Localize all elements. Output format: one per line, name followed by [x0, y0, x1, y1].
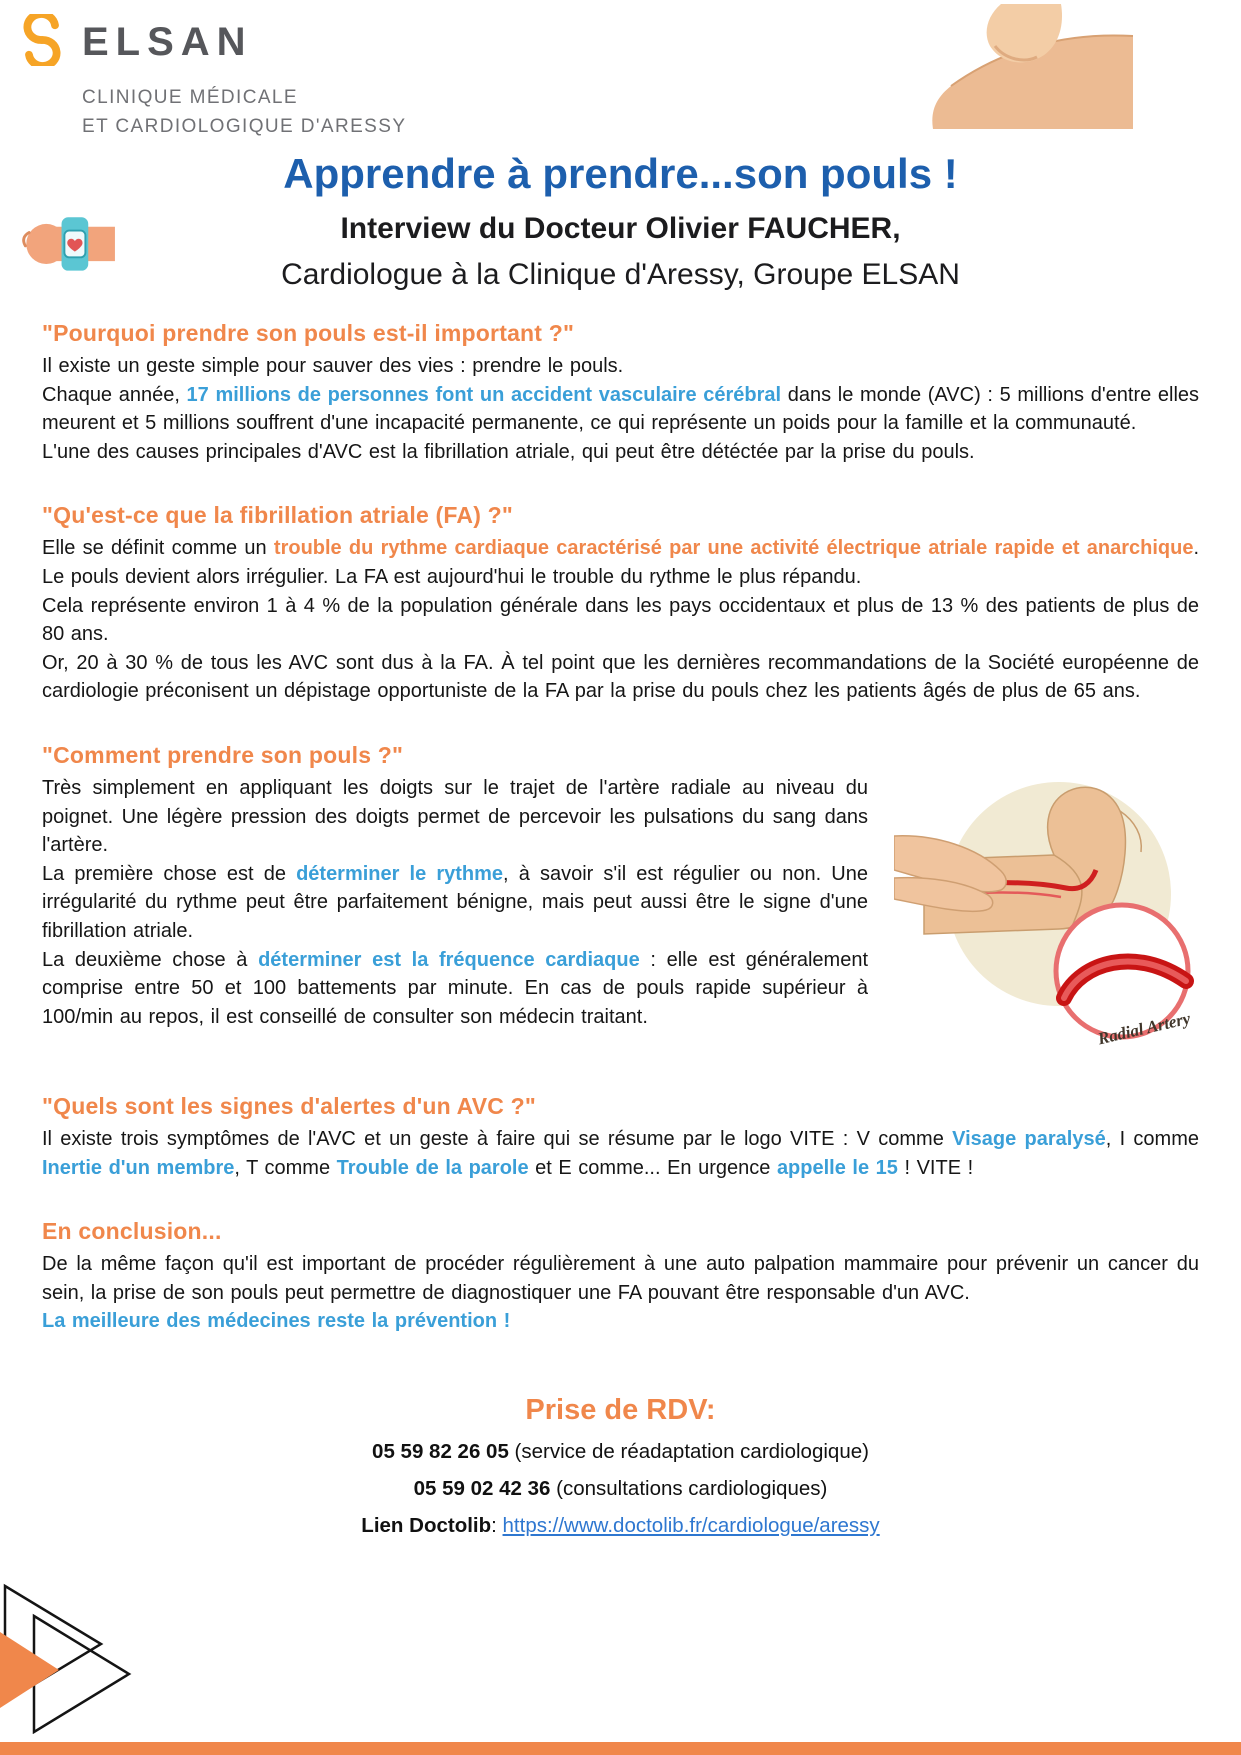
text-segment: (consultations cardiologiques): [550, 1476, 828, 1500]
text-segment: De la même façon qu'il est important de procéder régulièrement à une auto palpation mammaire pour prévenir un cancer du sein, la prise de son pouls peut permettre de diagnostiquer une FA pouvant être responsable d'un AVC.: [42, 1253, 1199, 1304]
triangles-graphic: [0, 1582, 135, 1734]
section-comment: [42, 742, 1199, 1057]
section-heading: "Pourquoi prendre son pouls est-il important ?": [42, 320, 575, 346]
text-segment: déterminer est la fréquence cardiaque: [258, 948, 640, 971]
clinic-line1: CLINIQUE MÉDICALE: [82, 87, 298, 108]
text-segment: Chaque année,: [42, 383, 187, 406]
text-segment: et E comme... En urgence: [528, 1156, 777, 1179]
subtitle-interview: Interview du Docteur Olivier FAUCHER,: [340, 212, 901, 245]
text-segment: Très simplement en appliquant les doigts sur le trajet de l'artère radiale au niveau du poignet. Une légère pression des doigts permet de percevoir les pulsations du sang dans l'artère.: [42, 776, 868, 857]
text-segment: . Le pouls devient alors irrégulier. La FA est aujourd'hui le trouble du rythme le plus répandu.: [42, 537, 1200, 588]
text-segment: 05 59 82 26 05: [372, 1439, 509, 1463]
header: [0, 0, 1241, 138]
text-segment: , à savoir s'il est régulier ou non. Une irrégularité du rythme peut être parfaitement bénigne, mais peut aussi être le signe d'une fibrillation atriale.: [42, 862, 868, 942]
phone-line-consultations: [42, 1477, 1199, 1501]
text-segment: , T comme: [234, 1156, 337, 1179]
text-segment: La deuxième chose à: [42, 948, 259, 971]
section-signes-avc: [42, 1093, 1199, 1182]
brand-name: ELSAN: [82, 20, 253, 64]
paragraph: [42, 649, 1199, 706]
bottom-accent-bar: [0, 1742, 1241, 1755]
text-segment: (service de réadaptation cardiologique): [508, 1439, 869, 1463]
paragraph: [42, 592, 1199, 649]
clinic-line2: ET CARDIOLOGIQUE D'ARESSY: [82, 116, 407, 138]
section-heading: "Comment prendre son pouls ?": [42, 741, 404, 768]
paragraph: [42, 1307, 1199, 1336]
footer: [42, 1394, 1199, 1538]
text-segment: déterminer le rythme: [296, 862, 504, 885]
text-segment: Elle se définit comme un: [42, 537, 274, 560]
text-segment: , I comme: [1105, 1127, 1199, 1150]
text-segment: trouble du rythme cardiaque caractérisé par une activité électrique atriale rapide et anarchique: [273, 537, 1194, 560]
text-segment: : elle est généralement comprise entre 50 et 100 battements par minute. En cas de pouls rapide supérieur à 100/min au repos, il est conseillé de consulter son médecin traitant.: [42, 948, 869, 1028]
doctolib-line: [42, 1514, 1199, 1538]
pulse-watch-icon: [10, 202, 115, 289]
section-conclusion: [42, 1218, 1199, 1336]
text-segment: La première chose est de: [42, 862, 297, 885]
page-title: Apprendre à prendre...son pouls !: [283, 150, 958, 197]
phone-line-readaptation: [42, 1440, 1199, 1464]
rdv-title: Prise de RDV:: [525, 1393, 716, 1426]
paragraph: [42, 438, 1199, 467]
figure-caption: Radial Artery: [1095, 1008, 1192, 1049]
text-segment: Trouble de la parole: [336, 1156, 529, 1179]
paragraph: [42, 352, 1199, 381]
text-segment: Il existe trois symptômes de l'AVC et un geste à faire qui se résume par le logo VITE : V comme: [42, 1127, 953, 1150]
section-pourquoi: [42, 320, 1199, 466]
radial-artery-figure: [894, 776, 1199, 1051]
text-segment: Inertie d'un membre: [42, 1156, 235, 1179]
section-heading: "Qu'est-ce que la fibrillation atriale (FA) ?": [42, 502, 513, 529]
text-segment: Cela représente environ 1 à 4 % de la population générale dans les pays occidentaux et plus de 13 % des patients de plus de 80 ans.: [42, 594, 1199, 646]
text-segment: dans le monde (AVC) : 5 millions d'entre elles meurent et 5 millions souffrent d'une incapacité permanente, ce qui représente un poids pour la famille et la communauté.: [42, 383, 1200, 435]
paragraph: [42, 1125, 1199, 1182]
text-segment: Visage paralysé: [952, 1127, 1106, 1150]
text-segment: 05 59 02 42 36: [413, 1476, 551, 1500]
text-segment: Or, 20 à 30 % de tous les AVC sont dus à la FA. À tel point que les dernières recommandations de la Société européenne de cardiologie préconisent un dépistage opportuniste de la FA par la prise du pouls chez les patients âgés de plus de 65 ans.: [42, 651, 1199, 703]
text-segment: appelle le 15: [776, 1156, 898, 1179]
paragraph: [42, 534, 1199, 591]
section-fibrillation: [42, 502, 1199, 706]
elsan-logo-icon: [16, 14, 68, 71]
section-heading: "Quels sont les signes d'alertes d'un AVC ?": [42, 1092, 536, 1119]
paragraph: [42, 1250, 1199, 1307]
text-segment: L'une des causes principales d'AVC est la fibrillation atriale, qui peut être détéctée par la prise du pouls.: [42, 440, 975, 463]
content: [0, 320, 1241, 1538]
text-segment: Lien Doctolib: [361, 1513, 492, 1537]
pulse-check-photo: [883, 4, 1133, 129]
text-segment: :: [491, 1513, 503, 1537]
text-segment: ! VITE !: [897, 1156, 974, 1179]
text-segment: Il existe un geste simple pour sauver des vies : prendre le pouls.: [42, 355, 624, 377]
section-heading: En conclusion...: [42, 1218, 222, 1245]
text-segment: 17 millions de personnes font un accident vasculaire cérébral: [186, 383, 782, 406]
subtitle-cardiologue: Cardiologue à la Clinique d'Aressy, Groupe ELSAN: [281, 258, 960, 291]
paragraph: [42, 381, 1199, 438]
text-segment: La meilleure des médecines reste la prévention !: [42, 1310, 511, 1333]
doctolib-link[interactable]: https://www.doctolib.fr/cardiologue/aressy: [502, 1513, 880, 1537]
title-block: [0, 150, 1241, 292]
